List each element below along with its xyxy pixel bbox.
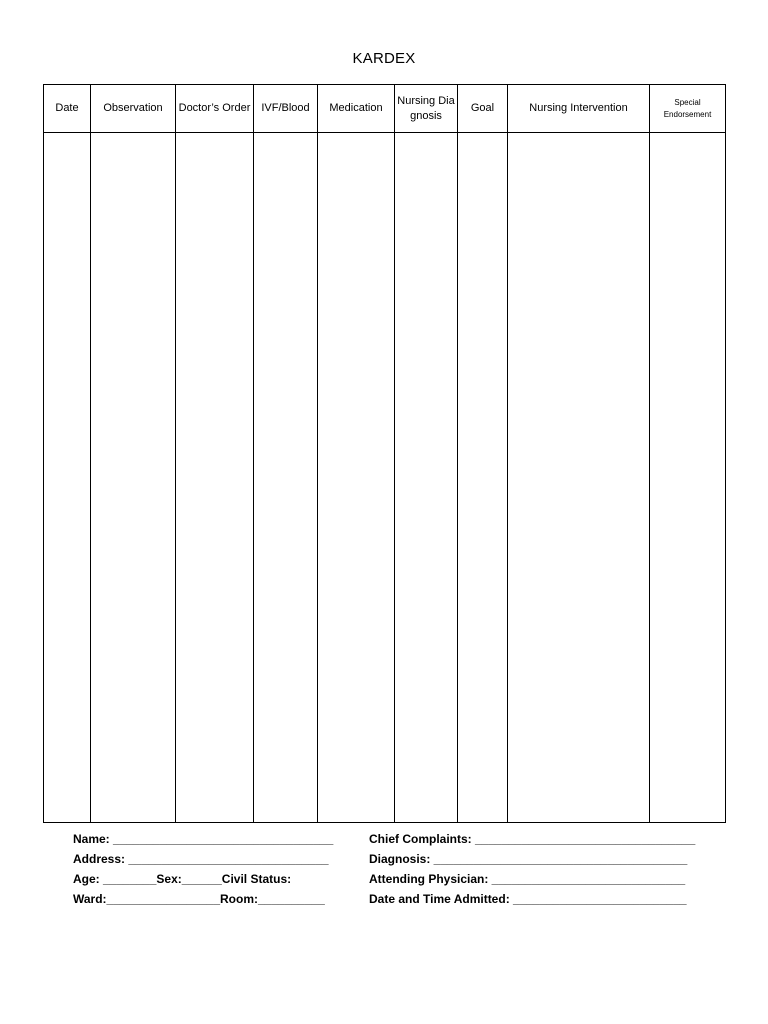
name-field[interactable]: Name: _________________________________ bbox=[73, 832, 334, 846]
cell-medication[interactable] bbox=[318, 133, 395, 823]
table-header-row bbox=[44, 85, 726, 133]
table-body-row bbox=[44, 133, 726, 823]
address-field[interactable]: Address: ______________________________ bbox=[73, 852, 329, 866]
header-ivf-blood: IVF/Blood bbox=[254, 85, 318, 133]
page-title: KARDEX bbox=[352, 50, 416, 67]
header-doctors-order: Doctor’s Order bbox=[176, 85, 254, 133]
header-nursing-diagnosis: Nursing Diagnosis bbox=[395, 85, 458, 133]
date-time-admitted-field[interactable]: Date and Time Admitted: __________________________ bbox=[369, 892, 687, 906]
diagnosis-field[interactable]: Diagnosis: ______________________________________ bbox=[369, 852, 688, 866]
cell-doctors-order[interactable] bbox=[176, 133, 254, 823]
header-date: Date bbox=[44, 85, 91, 133]
patient-info-left bbox=[73, 829, 333, 909]
header-medication: Medication bbox=[318, 85, 395, 133]
header-nursing-intervention: Nursing Intervention bbox=[508, 85, 650, 133]
header-observation: Observation bbox=[91, 85, 176, 133]
attending-physician-field[interactable]: Attending Physician: _____________________________ bbox=[369, 872, 686, 886]
cell-nursing-diagnosis[interactable] bbox=[395, 133, 458, 823]
cell-ivf-blood[interactable] bbox=[254, 133, 318, 823]
patient-info-right bbox=[369, 829, 695, 909]
cell-date[interactable] bbox=[44, 133, 91, 823]
cell-special-endorsement[interactable] bbox=[650, 133, 726, 823]
header-goal: Goal bbox=[458, 85, 508, 133]
chief-complaints-field[interactable]: Chief Complaints: _________________________________ bbox=[369, 832, 696, 846]
cell-nursing-intervention[interactable] bbox=[508, 133, 650, 823]
cell-goal[interactable] bbox=[458, 133, 508, 823]
kardex-table bbox=[43, 84, 726, 823]
ward-room-field[interactable]: Ward:_________________Room:__________ bbox=[73, 892, 325, 906]
age-sex-civil-status-field[interactable]: Age: ________Sex:______Civil Status: bbox=[73, 872, 292, 886]
header-special-endorsement: Special Endorsement bbox=[650, 85, 726, 133]
cell-observation[interactable] bbox=[91, 133, 176, 823]
